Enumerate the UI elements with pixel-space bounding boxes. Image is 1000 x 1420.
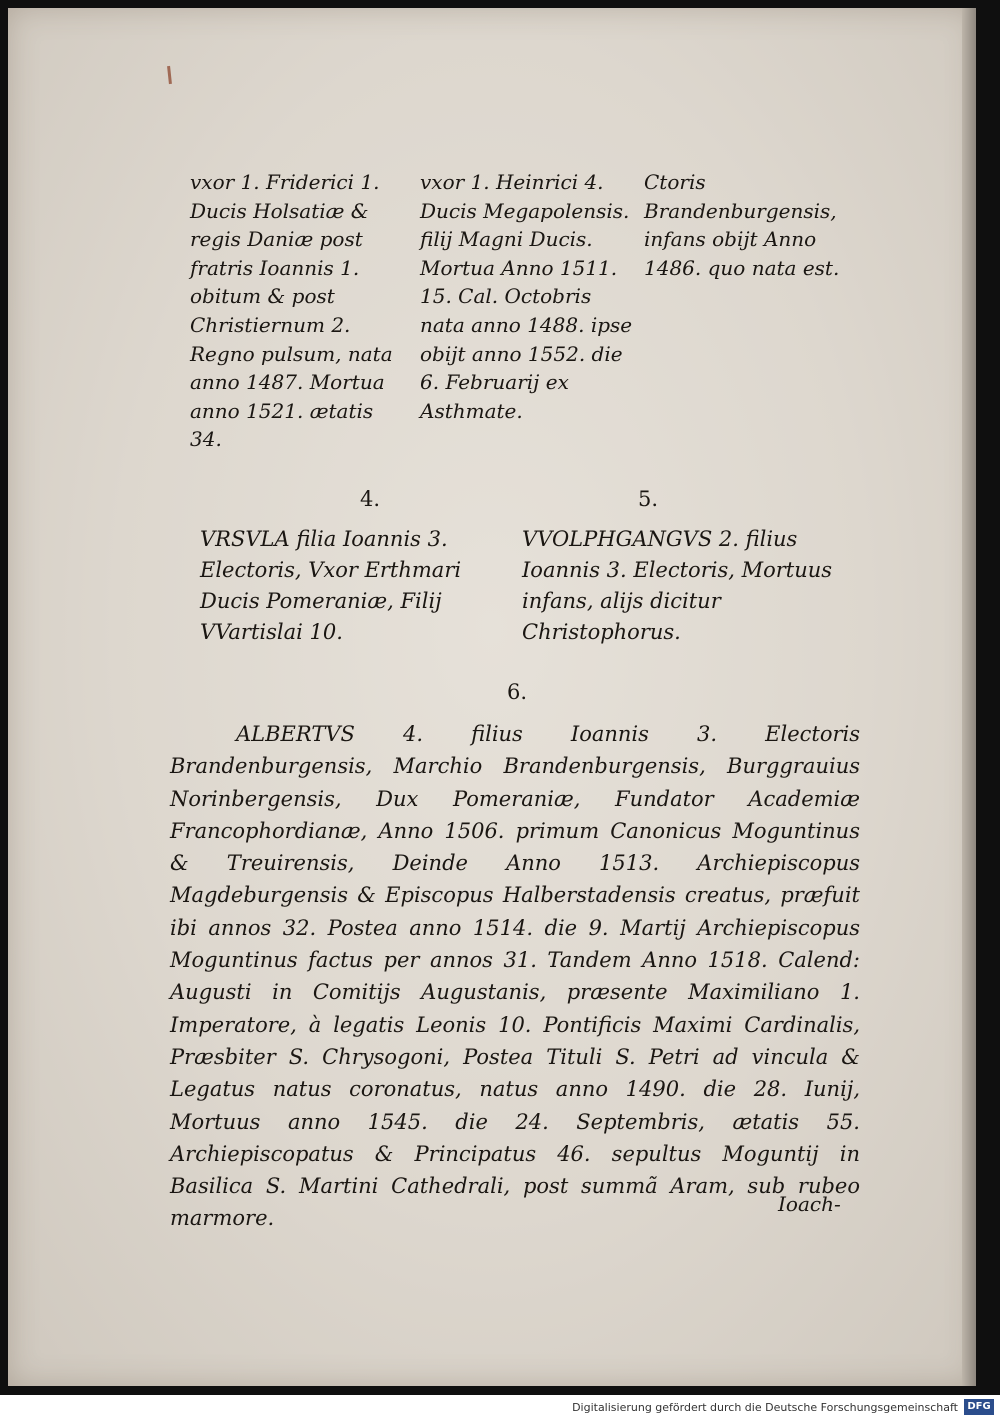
page-gutter xyxy=(962,8,976,1386)
entry-6-paragraph: ALBERTVS 4. filius Ioannis 3. Electoris Brandenburgensis, Marchio Brandenburgensis, Burggrauius Norinbergensis, Dux Pomeraniæ, Fundator Academiæ Francophordianæ, Anno 1506. primum Canonicus Moguntinus & Treuirensis, Deinde Anno 1513. Archiepiscopus Magdeburgensis & Episcopus Halberstadensis creatus, præfuit ibi annos 32. Postea anno 1514. die 9. Martij Archiepiscopus Moguntinus factus per annos 31. Tandem Anno 1518. Calend: Augusti in Comitijs Augustanis, præsente Maximiliano 1. Imperatore, à legatis Leonis 10. Pontificis Maximi Cardinalis, Præsbiter S. Chrysogoni, Postea Tituli S. Petri ad vincula & Legatus natus coronatus, natus anno 1490. die 28. Iunij, Mortuus anno 1545. die 24. Septembris, ætatis 55. Archiepiscopatus & Principatus 46. sepultus Moguntij in Basilica S. Martini Cathedrali, post summã Aram, sub rubeo marmore. xyxy=(170,722,860,1231)
footer-bar xyxy=(0,1395,1000,1420)
column-left-text: vxor 1. Friderici 1. Ducis Holsatiæ & regis Daniæ post fratris Ioannis 1. obitum & post Christiernum 2. Regno pulsum, nata anno 1487. Mortua anno 1521. ætatis 34. xyxy=(190,170,393,452)
dfg-logo: DFG xyxy=(964,1399,994,1415)
entry-4-text: VRSVLA filia Ioannis 3. Electoris, Vxor Erthmari Ducis Pomeraniæ, Filij VVartislai 10. xyxy=(200,527,462,644)
entry-number-6: 6. xyxy=(507,680,528,704)
column-right-text: Ctoris Brandenburgensis, infans obijt Anno 1486. quo nata est. xyxy=(644,170,840,280)
entry-number-4: 4. xyxy=(360,487,381,511)
entry-5-text: VVOLPHGANGVS 2. filius Ioannis 3. Electoris, Mortuus infans, alijs dicitur Christophorus. xyxy=(522,527,833,644)
entry-number-5: 5. xyxy=(638,487,659,511)
footer-credit: Digitalisierung gefördert durch die Deutsche Forschungsgemeinschaft xyxy=(572,1401,958,1414)
column-middle-text: vxor 1. Heinrici 4. Ducis Megapolensis. filij Magni Ducis. Mortua Anno 1511. 15. Cal. Octobris nata anno 1488. ipse obijt anno 1552. die 6. Februarij ex Asthmate. xyxy=(420,170,633,423)
catchword: Ioach- xyxy=(778,1192,841,1216)
